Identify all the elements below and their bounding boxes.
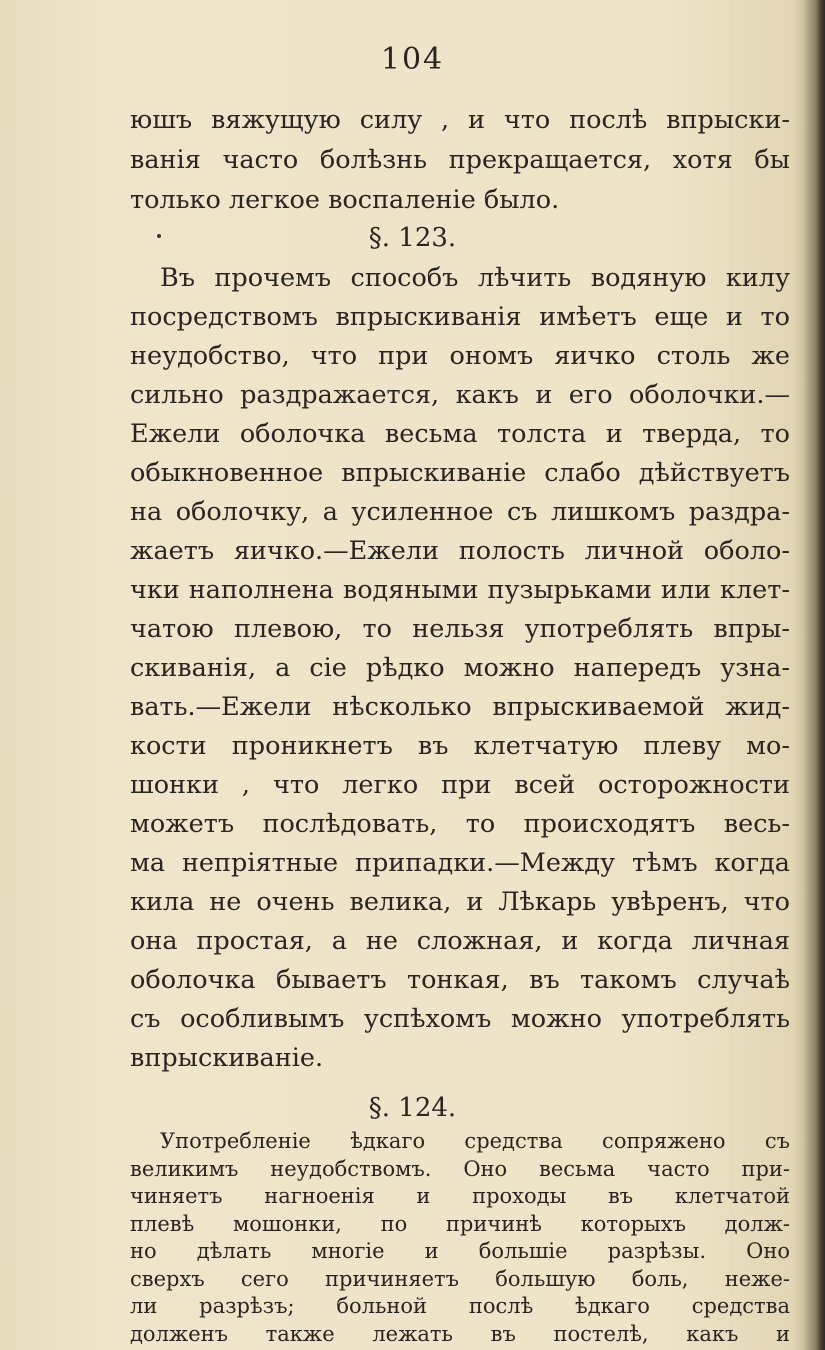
text-line: она простая, а не сложная, и когда личная xyxy=(130,926,790,956)
text-line: скиванія, а сіе рѣдко можно напередъ узна- xyxy=(130,653,790,683)
text-line: чатою плевою, то нельзя употреблять впры- xyxy=(130,614,790,644)
text-line: Ежели оболочка весьма толста и тверда, то xyxy=(130,419,790,449)
text-line: юшъ вяжущую силу , и что послѣ впрыски- xyxy=(130,105,790,135)
page-number: 104 xyxy=(380,42,445,77)
text-line: сверхъ сего причиняетъ большую боль, неже- xyxy=(130,1266,790,1291)
text-line: ма непріятные припадки.—Между тѣмъ когда xyxy=(130,848,790,878)
text-line: вать.—Ежели нѣсколько впрыскиваемой жид- xyxy=(130,692,790,722)
text-line: кила не очень велика, и Лѣкарь увѣренъ, что xyxy=(130,887,790,917)
text-line: жаетъ яичко.—Ежели полость личной оболо- xyxy=(130,536,790,566)
text-line: чиняетъ нагноенія и проходы въ клетчатой xyxy=(130,1184,790,1208)
text-line: великимъ неудобствомъ. Оно весьма часто при- xyxy=(130,1156,790,1181)
text-line: ли разрѣзъ; больной послѣ ѣдкаго средства xyxy=(130,1294,790,1318)
text-line: можетъ послѣдовать, то происходятъ весь- xyxy=(130,809,790,839)
text-line: ванія часто болѣзнь прекращается, хотя бы xyxy=(130,145,790,175)
text-line: на оболочку, а усиленное съ лишкомъ раздра- xyxy=(130,497,790,527)
text-line: обыкновенное впрыскиваніе слабо дѣйствуетъ xyxy=(130,458,790,488)
section-heading: §. 124. xyxy=(368,1093,457,1123)
section-heading: §. 123. xyxy=(368,223,457,253)
text-line: Употребленіе ѣдкаго средства сопряжено съ xyxy=(160,1129,790,1153)
text-line: Въ прочемъ способъ лѣчить водяную килу xyxy=(160,263,790,293)
text-line: только легкое воспаленіе было. xyxy=(130,185,560,215)
text-line: неудобство, что при ономъ яичко столь же xyxy=(130,341,790,371)
text-line: посредствомъ впрыскиванія имѣетъ еще и то xyxy=(130,302,790,332)
text-line: но дѣлать многіе и большіе разрѣзы. Оно xyxy=(130,1239,790,1263)
text-line: долженъ также лежать въ постелѣ, какъ и xyxy=(130,1321,790,1346)
page-edge-shadow xyxy=(803,0,825,1350)
text-line: чки наполнена водяными пузырьками или клет- xyxy=(130,575,790,605)
text-line: оболочка бываетъ тонкая, въ такомъ случаѣ xyxy=(130,965,790,995)
text-line: съ особливымъ успѣхомъ можно употреблять xyxy=(130,1004,790,1034)
text-line: сильно раздражается, какъ и его оболочки.— xyxy=(130,380,790,410)
text-line: впрыскиваніе. xyxy=(130,1043,324,1073)
text-line: плевѣ мошонки, по причинѣ которыхъ долж- xyxy=(130,1211,790,1236)
text-line: шонки , что легко при всей осторожности xyxy=(130,770,790,800)
text-line: кости проникнетъ въ клетчатую плеву мо- xyxy=(130,731,790,761)
